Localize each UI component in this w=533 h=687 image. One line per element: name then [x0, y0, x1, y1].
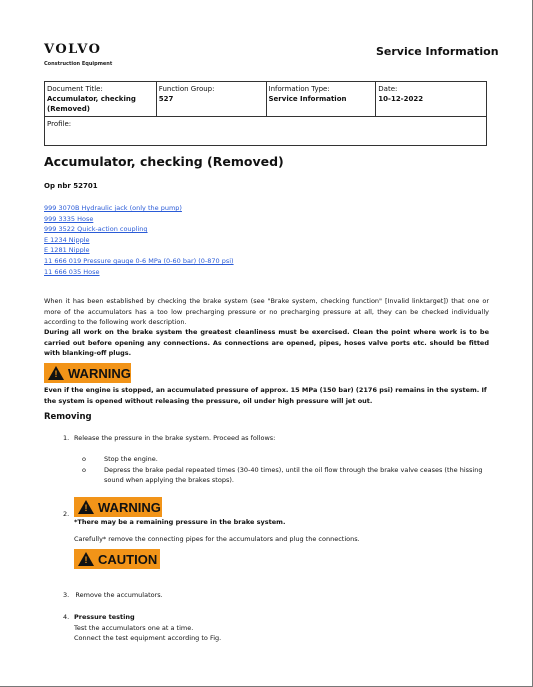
- tool-link[interactable]: 11 666 019 Pressure gauge 0-6 MPa (0-60 bar) (0-870 psi): [44, 256, 234, 265]
- warning-badge: ! WARNING: [44, 363, 131, 383]
- function-group-cell: Function Group: 527: [156, 82, 266, 117]
- tool-link[interactable]: 11 666 035 Hose: [44, 267, 100, 276]
- step-2-warning-text: *There may be a remaining pressure in the brake system.: [74, 518, 286, 526]
- doc-title-label: Document Title:: [47, 85, 103, 93]
- page-title: Accumulator, checking (Removed): [44, 154, 284, 169]
- step-3: 3. Remove the accumulators.: [63, 591, 163, 599]
- document-info-table: [44, 81, 487, 146]
- pressure-testing-heading: Pressure testing: [74, 613, 135, 621]
- caution-badge: ! CAUTION: [74, 549, 160, 569]
- step-2-text: Carefully* remove the connecting pipes for the accumulators and plug the connections.: [74, 535, 360, 543]
- doc-title-cell: [45, 82, 157, 117]
- document-type-heading: Service Information: [376, 45, 499, 58]
- document-page: VOLVO Construction Equipment Service Information Document Title: Accumulator, checking (Removed) Function Group: 527 Information Type: Service Information Date: 10-12-2022 Profile: Accumulator, checking (Removed) Op nbr 52701 999 3070B Hydraulic jack (only the pump) 999 3335 Hose 999 3522 Quick-action coupling E 1234 Nipple E 1281 Nipple 11 666 019 Pressure gauge 0-6 MPa (0-60 bar) (0-870 psi) 11 666 035 Hose When it has been established by checking the brake system (see "Brake system, checking function" [Invalid linktarget]) that one or more of the accumulators has a too low precharging pressure or no precharging pressure at all, they can be checked individually according to the following work description. During all work on the brake system the greatest cleanliness must be exercised. Clean the point where work is to be carried out before opening any connections. As connections are opened, pipes, hoses valve ports etc. should be fitted with blanking-off plugs. ! WARNING Even if the engine is stopped, an accumulated pressure of approx. 15 MPa (150 bar) (2176 psi) remains in the system. If the system is opened without releasing the pressure, oil under high pressure will jet out. Removing 1. Release the pressure in the brake system. Proceed as follows: o Stop the engine. o Depress the brake pedal repeated times (30-40 times), until the oil flow through the brake valve ceases (the hissing sound when applying the brakes stops). 2. ! WARNING *There may be a remaining pressure in the brake system. Carefully* remove the connecting pipes for the accumulators and plug the connections. ! CAUTION 3. Remove the accumulators. 4. Pressure testing Test the accumulators one at a time. Connect the test equipment according to Fig.: [0, 0, 533, 687]
- bullet-icon: o: [82, 455, 86, 463]
- tool-link-list: [44, 203, 234, 277]
- step-1-bullets: [82, 454, 489, 486]
- step-2-number: 2.: [63, 510, 70, 518]
- profile-cell: Profile:: [45, 117, 487, 146]
- tool-link[interactable]: E 1281 Nipple: [44, 246, 90, 255]
- cleanliness-paragraph: During all work on the brake system the greatest cleanliness must be exercised. Clean the point where work is to be carried out before opening any connections. As connections are opened, pipes, hoses valve ports etc. should be fitted with blanking-off plugs.: [44, 328, 489, 357]
- date-cell: Date: 10-12-2022: [376, 82, 487, 117]
- list-item: o Stop the engine.: [82, 455, 158, 463]
- tool-link[interactable]: 999 3070B Hydraulic jack (only the pump): [44, 204, 182, 212]
- warning-triangle-icon: !: [48, 366, 64, 380]
- operation-number: Op nbr 52701: [44, 182, 98, 190]
- volvo-logo: VOLVO: [44, 42, 102, 57]
- list-item: o Depress the brake pedal repeated times (30-40 times), until the oil flow through the brake valve ceases (the hissing sound when applying the brakes stops).: [82, 465, 483, 484]
- caution-triangle-icon: !: [78, 552, 94, 566]
- warning-text: Even if the engine is stopped, an accumulated pressure of approx. 15 MPa (150 bar) (2176 psi) remains in the system. If the system is opened without releasing the pressure, oil under high pressure will jet out.: [44, 386, 487, 405]
- tool-link[interactable]: 999 3522 Quick-action coupling: [44, 225, 148, 234]
- info-type-cell: Information Type: Service Information: [266, 82, 376, 117]
- warning-triangle-icon: !: [78, 500, 94, 514]
- doc-title-value: Accumulator, checking: [47, 95, 136, 103]
- doc-title-value-line2: (Removed): [47, 105, 90, 113]
- intro-paragraph: When it has been established by checking the brake system (see "Brake system, checking function" [Invalid linktarget]) that one or more of the accumulators has a too low precharging pressure or no precharging pressure at all, they can be checked individually according to the following work description.: [44, 297, 489, 326]
- bullet-icon: o: [82, 465, 86, 474]
- tool-link[interactable]: 999 3335 Hose: [44, 214, 94, 223]
- tool-link[interactable]: E 1234 Nipple: [44, 235, 90, 244]
- removing-heading: Removing: [44, 412, 92, 422]
- step-2-warning-badge: ! WARNING: [74, 497, 162, 517]
- step-4: 4. Pressure testing Test the accumulators one at a time. Connect the test equipment according to Fig.: [63, 612, 69, 623]
- logo-subtitle: Construction Equipment: [44, 61, 113, 67]
